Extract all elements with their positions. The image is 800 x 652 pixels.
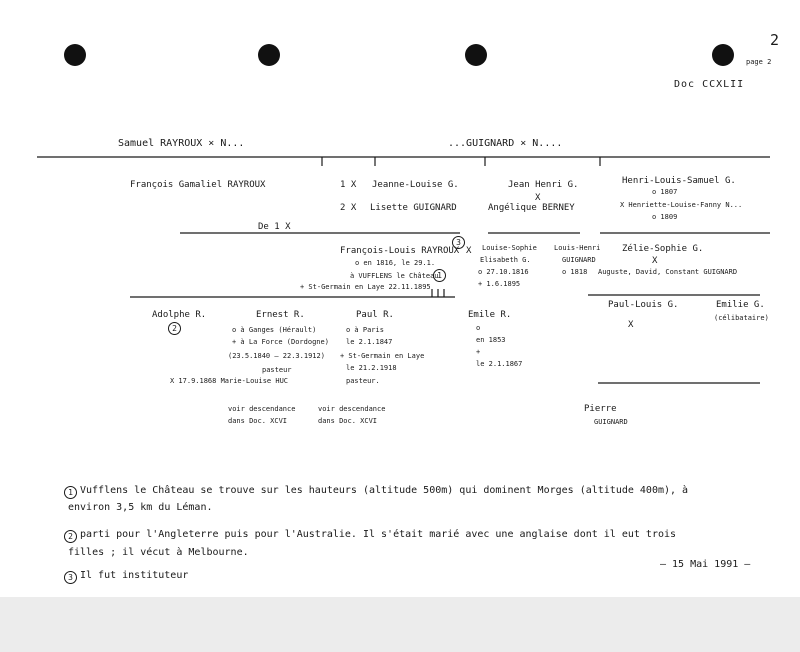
henriette-louise-fanny: X Henriette-Louise-Fanny N... <box>620 201 743 209</box>
paul-see-descendants: voir descendance <box>318 405 386 413</box>
footnote-marker-2: 2 <box>168 322 181 335</box>
lisette-guignard: Lisette GUIGNARD <box>370 203 457 213</box>
louise-sophie-death: + 1.6.1895 <box>478 280 521 288</box>
paul-birth-date: le 2.1.1847 <box>346 338 393 346</box>
paul-doc-ref: dans Doc. XCVI <box>318 417 378 425</box>
louis-henri-surname: GUIGNARD <box>562 256 596 264</box>
note-3-marker: 3 <box>64 571 77 584</box>
jean-henri-g: Jean Henri G. <box>508 180 579 190</box>
pierre-guignard: GUIGNARD <box>594 418 628 426</box>
bottom-margin <box>0 597 800 652</box>
ernest-see-descendants: voir descendance <box>228 405 296 413</box>
note-1-line-2: environ 3,5 km du Léman. <box>68 502 213 513</box>
rayroux-ancestor-couple: Samuel RAYROUX × N... <box>118 138 245 149</box>
henri-louis-samuel-birth: o 1807 <box>652 188 678 196</box>
paul-louis-g: Paul-Louis G. <box>608 300 679 310</box>
paul-birthplace: o à Paris <box>346 326 384 334</box>
note-1-line-1: Vufflens le Château se trouve sur les hauteurs (altitude 500m) qui dominent Morges (altitude 400m), à <box>80 485 689 496</box>
emile-r: Emile R. <box>468 310 512 320</box>
document-date: – 15 Mai 1991 – <box>660 559 751 570</box>
louise-sophie: Louise-Sophie <box>482 244 537 252</box>
zelie-sophie-g: Zélie-Sophie G. <box>622 244 704 254</box>
note-2-line-1: parti pour l'Angleterre puis pour l'Australie. Il s'était marié avec une anglaise dont il eut trois <box>80 529 677 540</box>
jean-henri-marriage-x: X <box>535 193 541 203</box>
de-1x-label: De 1 X <box>258 222 291 232</box>
emilie-g: Emilie G. <box>716 300 765 310</box>
ernest-death: + à La Force (Dordogne) <box>232 338 329 346</box>
doc-reference: Doc CCXLII <box>674 79 745 90</box>
auguste-david-constant-guignard: Auguste, David, Constant GUIGNARD <box>598 268 738 276</box>
marriage-1-marker: 1 X <box>340 180 357 190</box>
pierre: Pierre <box>584 404 617 414</box>
zelie-marriage-x: X <box>652 256 658 266</box>
emile-birth: o <box>476 324 481 332</box>
louis-henri-birth: o 1818 <box>562 268 588 276</box>
emile-death: + <box>476 348 481 356</box>
page-number: 2 <box>770 31 780 49</box>
francois-louis-birthplace: à VUFFLENS le Château <box>350 272 439 280</box>
paul-role: pasteur. <box>346 377 380 385</box>
guignard-ancestor-couple: ...GUIGNARD × N.... <box>448 138 563 149</box>
paul-death: + St-Germain en Laye <box>340 352 425 360</box>
marriage-2-marker: 2 X <box>340 203 357 213</box>
footnote-marker-3: 3 <box>452 236 465 249</box>
francois-gamaliel-rayroux: François Gamaliel RAYROUX <box>130 180 266 190</box>
ernest-role: pasteur <box>262 366 292 374</box>
ernest-dates: (23.5.1840 – 22.3.1912) <box>228 352 325 360</box>
louis-henri: Louis-Henri <box>554 244 601 252</box>
note-2-marker: 2 <box>64 530 77 543</box>
francois-louis-death: + St-Germain en Laye 22.11.1895 <box>300 283 431 291</box>
henriette-birth: o 1809 <box>652 213 678 221</box>
ernest-marriage: X 17.9.1868 Marie-Louise HUC <box>170 377 289 385</box>
louise-sophie-name2: Elisabeth G. <box>480 256 531 264</box>
francois-louis-spouse-x: X <box>466 246 472 256</box>
francois-louis-rayroux: François-Louis RAYROUX <box>340 246 460 256</box>
emile-birth-year: en 1853 <box>476 336 506 344</box>
paul-death-date: le 21.2.1918 <box>346 364 397 372</box>
ernest-r: Ernest R. <box>256 310 305 320</box>
page-label: page 2 <box>746 58 772 66</box>
emilie-celibataire: (célibataire) <box>714 314 769 322</box>
paul-r: Paul R. <box>356 310 394 320</box>
footnote-marker-1: 1 <box>433 269 446 282</box>
paul-louis-marriage-x: X <box>628 320 634 330</box>
note-1-marker: 1 <box>64 486 77 499</box>
ernest-doc-ref: dans Doc. XCVI <box>228 417 288 425</box>
louise-sophie-birth: o 27.10.1816 <box>478 268 529 276</box>
jeanne-louise-g: Jeanne-Louise G. <box>372 180 459 190</box>
emile-death-date: le 2.1.1867 <box>476 360 523 368</box>
henri-louis-samuel-g: Henri-Louis-Samuel G. <box>622 176 736 186</box>
francois-louis-birth: o en 1816, le 29.1. <box>355 259 436 267</box>
adolphe-r: Adolphe R. <box>152 310 207 320</box>
note-2-line-2: filles ; il vécut à Melbourne. <box>68 547 249 558</box>
note-3: Il fut instituteur <box>80 570 189 581</box>
ernest-birth: o à Ganges (Hérault) <box>232 326 317 334</box>
angelique-berney: Angélique BERNEY <box>488 203 575 213</box>
